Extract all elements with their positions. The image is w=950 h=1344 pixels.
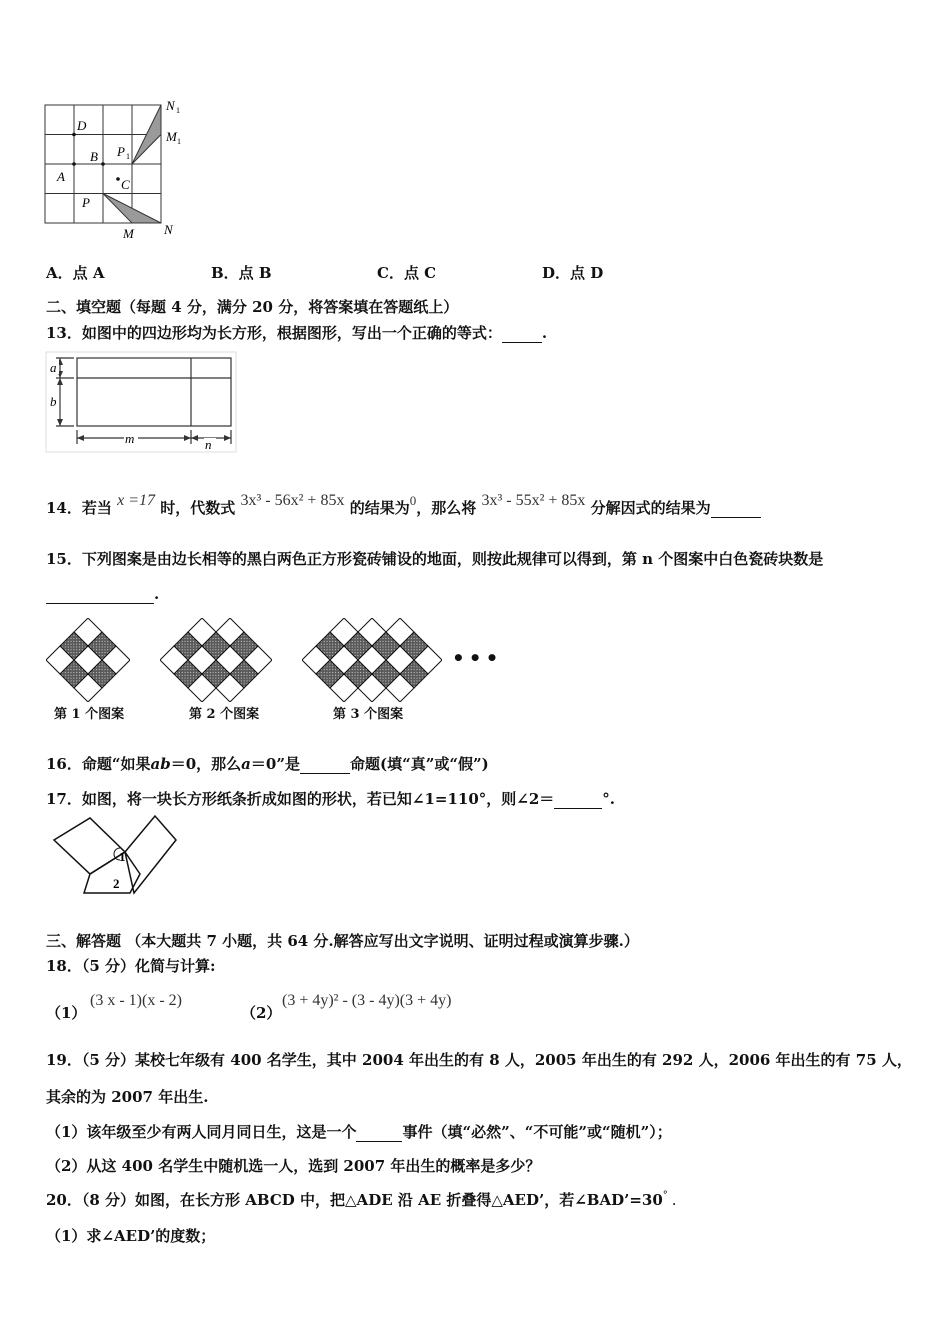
label-N: N	[164, 222, 173, 237]
label-b: b	[50, 394, 57, 409]
q12-option-d[interactable]: D．点 D	[542, 264, 604, 282]
q16-question: 16．命题“如果ab＝0，那么a＝0”是 命题(填“真”或“假”)	[46, 755, 489, 773]
q13-rectangle-figure	[44, 350, 240, 456]
label-a: a	[50, 360, 57, 375]
q18-part-2-label: （2）	[241, 1004, 282, 1022]
q17-question: 17．如图，将一块长方形纸条折成如图的形状，若已知∠1=110°，则∠2＝ °.	[46, 790, 616, 808]
q13-answer-blank[interactable]	[502, 324, 542, 343]
q15-caption-1: 第 1 个图案	[54, 707, 125, 722]
q15-answer-line: .	[46, 585, 159, 604]
q14-expression-2: 3x³ - 55x² + 85x	[481, 492, 586, 509]
q13-text: 13．如图中的四边形均为长方形，根据图形，写出一个正确的等式：	[46, 324, 502, 342]
q17-folded-strip-figure	[50, 814, 180, 898]
q15-answer-blank[interactable]	[46, 585, 154, 604]
q18-expression-1: (3 x - 1)(x - 2)	[90, 992, 182, 1009]
angle-1-label: 1	[119, 849, 126, 864]
label-M1-sub: 1	[177, 137, 181, 146]
label-P1: P	[117, 144, 125, 159]
label-B: B	[90, 149, 98, 164]
q12-option-a[interactable]: A．点 A	[46, 264, 105, 282]
label-M: M	[123, 226, 134, 241]
q19-sub-2: （2）从这 400 名学生中随机选一人，选到 2007 年出生的概率是多少？	[46, 1157, 541, 1175]
q19-sub-1: （1）该年级至少有两人同月同日生，这是一个 事件（填“必然”、“不可能”或“随机”）；	[46, 1123, 672, 1141]
q14-condition: x =17	[117, 492, 156, 509]
q15-pattern-1	[46, 618, 130, 702]
q15-caption-2: 第 2 个图案	[189, 707, 260, 722]
q14-expression-1: 3x³ - 56x² + 85x	[240, 492, 345, 509]
q15-ellipsis: •••	[452, 646, 503, 670]
q16-answer-blank[interactable]	[300, 755, 350, 774]
q14-answer-blank[interactable]	[711, 499, 761, 518]
q12-option-c[interactable]: C．点 C	[377, 264, 437, 282]
q15-question: 15．下列图案是由边长相等的黑白两色正方形瓷砖铺设的地面，则按此规律可以得到，第 n 个图案中白色瓷砖块数是	[46, 550, 824, 568]
section2-title: 二、填空题（每题 4 分，满分 20 分，将答案填在答题纸上）	[46, 298, 459, 316]
q20-sub-1: （1）求∠AED’的度数；	[46, 1227, 216, 1245]
label-n: n	[205, 437, 212, 452]
q18-expression-2: (3 + 4y)² - (3 - 4y)(3 + 4y)	[282, 992, 452, 1009]
q17-answer-blank[interactable]	[554, 790, 602, 809]
q15-pattern-3	[302, 618, 442, 702]
q14-question: 14．若当 x =17 时，代数式 3x³ - 56x² + 85x 的结果为0，那么将 3x³ - 55x² + 85x 分解因式的结果为	[46, 497, 761, 518]
angle-2-label: 2	[113, 876, 120, 891]
label-N1-sub: 1	[176, 106, 180, 115]
q15-pattern-2	[160, 618, 272, 702]
q18-title: 18．（5 分）化简与计算:	[46, 957, 216, 975]
label-P: P	[82, 195, 90, 210]
q15-caption-3: 第 3 个图案	[333, 707, 404, 722]
q18-part-1-label: （1）	[46, 1004, 87, 1022]
section3-title: 三、解答题 （本大题共 7 小题，共 64 分.解答应写出文字说明、证明过程或演算步骤.）	[46, 932, 639, 950]
q13-question: 13．如图中的四边形均为长方形，根据图形，写出一个正确的等式： .	[46, 324, 548, 342]
label-m: m	[125, 431, 135, 446]
label-N1: N	[166, 98, 175, 113]
label-C: C	[121, 177, 130, 192]
label-D: D	[77, 118, 87, 133]
label-P1-sub: 1	[126, 152, 130, 161]
q19-question-line-1: 19．（5 分）某校七年级有 400 名学生，其中 2004 年出生的有 8 人，2005 年出生的有 292 人，2006 年出生的有 75 人，	[46, 1051, 912, 1069]
label-A: A	[57, 169, 65, 184]
q12-grid-figure	[40, 95, 200, 245]
label-M1: M	[166, 129, 177, 144]
q20-question: 20．（8 分）如图，在长方形 ABCD 中，把△ADE 沿 AE 折叠得△AED’，若∠BAD’=30° .	[46, 1190, 677, 1209]
q19-question-line-2: 其余的为 2007 年出生.	[46, 1088, 209, 1106]
q12-option-b[interactable]: B．点 B	[211, 264, 272, 282]
q19-answer-blank[interactable]	[356, 1123, 402, 1142]
